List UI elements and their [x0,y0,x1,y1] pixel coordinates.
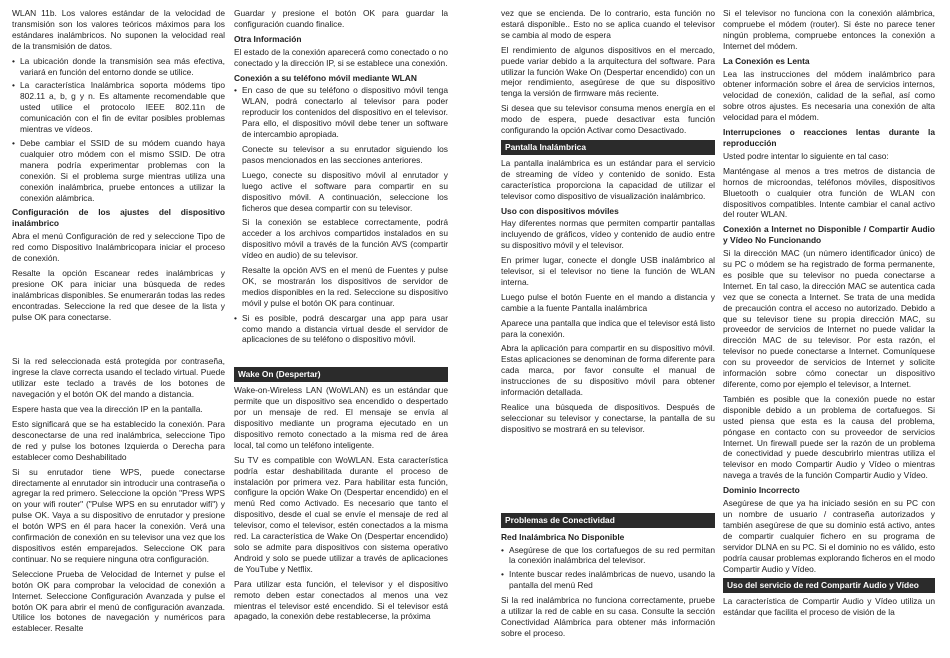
section-banner: Uso del servicio de red Compartir Audio y Vídeo [723,578,935,593]
paragraph: Si la red inalámbrica no funciona correctamente, pruebe a utilizar la red de cable en su casa. Consulte la sección Conectividad Alámbrica para obtener más información sobre el proceso. [501,595,715,638]
bullet-list [234,313,448,346]
paragraph: Si la red seleccionada está protegida por contraseña, ingrese la clave correcta usando el teclado virtual. Puede utilizar este teclado a través de los botones de navegación y el botón OK del mando a distancia. [12,356,225,400]
paragraph: Resalte la opción Escanear redes inalámbricas y presione OK para iniciar una búsqueda de redes inalámbricas disponibles. Se enumerarán todas las redes encontradas. Seleccione la red que desee de la lista y pulse OK para conectarse. [12,267,225,322]
section-heading: Configuración de los ajustes del dispositivo inalámbrico [12,207,225,229]
section-heading: Otra Información [234,33,302,44]
paragraph: La característica de Compartir Audio y Vídeo utiliza un estándar que facilita el proceso de visión de la [723,596,935,618]
paragraph: Seleccione Prueba de Velocidad de Internet y pulse el botón OK para comprobar la velocidad de conexión a Internet. Seleccione Configuración Avanzada y pulse el botón OK para abrir el menú de configuración avanzada. Utilice los botones de navegación y numéricos para establecer. Resalte [12,568,225,634]
section-heading: La Conexión es Lenta [723,55,810,66]
indented-paragraph: Si la conexión se establece correctamente, podrá acceder a los archivos compartidos instalados en su dispositivo móvil a través de la función AVS (compartir vídeo en audio) de su televisor. [242,217,448,261]
section-heading: Red Inalámbrica No Disponible [501,531,625,542]
paragraph: Esto significará que se ha establecido la conexión. Para desconectarse de una red inalámbrica, seleccione Tipo de red y pulse los botones Izquierda o Derecha para establecer como Deshabilitado [12,419,225,462]
section-banner: Problemas de Conectividad [501,513,715,528]
bullet-item: • En caso de que su teléfono o dispositivo móvil tenga WLAN, podrá conectarlo al televisor para poder reproducir los contenidos del dispositivo en el televisor. Para ello, el dispositivo móvil debe tener un software de intercambio apropiada. [234,85,448,140]
section-banner: Pantalla Inalámbrica [501,140,715,155]
paragraph: Lea las instrucciones del módem inalámbrico para obtener información sobre el área de servicios internos, velocidad de conexión, calidad de la señal, así como sobre otros ajustes. Es necesaria una conexión de alta velocidad para el módem. [723,68,935,123]
indented-paragraph: Resalte la opción AVS en el menú de Fuentes y pulse OK, se mostrarán los dispositivos de servidor de medios disponibles en la red. Seleccione su dispositivo móvil y pulse el botón OK para continuar. [242,265,448,308]
bullet-list [501,545,715,592]
column-3 [501,8,715,643]
bullet-item: • Asegúrese de que los cortafuegos de su red permitan la conexión inalámbrica del televisor. [501,545,715,567]
paragraph: En primer lugar, conecte el dongle USB inalámbrico al televisor, si el televisor no tiene la función de WLAN interna. [501,255,715,287]
section-heading: Dominio Incorrecto [723,485,800,496]
paragraph: Luego pulse el botón Fuente en el mando a distancia y cambie a la fuente Pantalla inalámbrica [501,291,715,313]
paragraph: Si su enrutador tiene WPS, puede conectarse directamente al enrutador sin introducir una contraseña o agregar la red primero. Seleccione la opción "Press WPS on your wifi router" ("Pulse WPS en su enrutador wifi") y pulse OK. Vaya a su dispositivo de enrutador y presione el botón WPS en él para hacer la conexión. Verá una confirmación de conexión en su televisor una vez que los dispositivos estén emparejados. Seleccione OK para continuar. No se requiere ninguna otra configuración. [12,466,225,564]
section-heading: Conexión a Internet no Disponible / Compartir Audio y Vídeo No Funcionando [723,224,935,246]
paragraph: El estado de la conexión aparecerá como conectado o no conectado y la dirección IP, si se establece una conexión. [234,46,448,68]
paragraph: Si la dirección MAC (un número identificador único) de su PC o módem se ha registrado de forma permanente, es posible que su televisor no pueda conectarse a Internet. En tal caso, la dirección MAC se autentica cada vez que se conecta a Internet. Se trata de una medida de precaución contra el acceso no autorizado. Debido a que su televisor tiene su propia dirección MAC, su proveedor de servicios de Internet no puede validar la dirección MAC de su televisor. Por esta razón, el televisor no puede conectarse a Internet. Comuníquese con su proveedor de servicios de Internet y solicite información sobre cómo conectar un dispositivo diferente, como por ejemplo el televisor, a Internet. [723,248,935,389]
bullet-item: • La característica Inalámbrica soporta módems tipo 802.11 a, b, g y n. Es altamente recomendable que usted utilice el protocolo IEEE 802.11n de comunicación con el fin de evitar posibles problemas mientras ve vídeos. [12,80,225,135]
paragraph: También es posible que la conexión puede no estar disponible debido a un problema de cortafuegos. Si usted piensa que esta es la causa del problema, póngase en contacto con su proveedor de servicios Internet. Un firewall puede ser la razón de un problema de conectividad y puede descubrirlo mientras utiliza el televisor en modo Compartir Audio y Vídeo o mientras navega a través de la función Compartir Audio y Vídeo. [723,393,935,481]
paragraph: Para utilizar esta función, el televisor y el dispositivo remoto deben estar conectados al menos una vez mientras el televisor esté encendido. Si el televisor está apagado, la conexión debe restablecerse, la próxima [234,578,448,622]
paragraph: Guardar y presione el botón OK para guardar la configuración cuando finalice. [234,8,448,29]
paragraph: Su TV es compatible con WoWLAN. Esta característica podría estar deshabilitada durante el proceso de instalación por primera vez. Para habilitar esta función, configure la opción Wake On (Despertar encendido) en el menú Red como Activado. Es necesario que tanto el dispositivo, desde el cual se envíe el mensaje de red al televisor, como el televisor, estén conectados a la misma red. La característica de Wake On (Despertar encendido) solo se admite para dispositivos con sistema operativo Android y solo se puede utilizar a través de aplicaciones de YouTube y Netflix. [234,454,448,574]
paragraph: Aparece una pantalla que indica que el televisor está listo para la conexión. [501,317,715,339]
paragraph: Espere hasta que vea la dirección IP en la pantalla. [12,404,203,415]
bullet-list [234,85,448,140]
bullet-item: • La ubicación donde la transmisión sea más efectiva, variará en función del entorno donde se utilice. [12,56,225,78]
paragraph: WLAN 11b. Los valores estándar de la velocidad de transmisión son los valores teóricos máximos para los estándares inalámbricos. No suponen la velocidad real de la transmisión de datos. [12,8,225,51]
section-heading: Interrupciones o reacciones lentas durante la reproducción [723,127,935,148]
paragraph: Asegúrese de que ya ha iniciado sesión en su PC con un nombre de usuario / contraseña autorizados y también asegúrese de que su dominio está activo, antes de compartir cualquier fichero en su programa de servidor DLNA en su PC. Si el dominio no es válido, esto podría causar problemas explorando ficheros en el modo Compartir Audio y Vídeo. [723,498,935,574]
column-1 [12,8,225,638]
indented-paragraph: Luego, conecte su dispositivo móvil al enrutador y luego active el software para compartir en su dispositivo móvil. A continuación, seleccione los ficheros que desea compartir con su televisor. [242,169,448,213]
bullet-item: • Intente buscar redes inalámbricas de nuevo, usando la pantalla del menú Red [501,569,715,591]
column-2 [234,8,448,626]
paragraph: Usted podre intentar lo siguiente en tal caso: [723,150,889,161]
paragraph: Wake-on-Wireless LAN (WoWLAN) es un estándar que permite que un dispositivo sea encendido o despertado por un mensaje de red. El mensaje se envía al dispositivo mediante un programa ejecutado en un dispositivo remoto conectado a la misma red de área local, tal como un teléfono inteligente. [234,385,448,450]
paragraph: Hay diferentes normas que permiten compartir pantallas incluyendo de gráficos, vídeo y contenido de audio entre su dispositivo móvil y el televisor. [501,218,715,251]
paragraph: La pantalla inalámbrica es un estándar para el servicio de streaming de vídeo y contenido de sonido. Esta característica proporciona la capacidad de utilizar el televisor como dispositivo de visualización inalámbrico. [501,157,715,201]
column-4 [723,8,935,622]
section-heading: Conexión a su teléfono móvil mediante WLAN [234,72,417,83]
indented-paragraph: Conecte su televisor a su enrutador siguiendo los pasos mencionados en las secciones anteriores. [242,143,448,165]
section-heading: Uso con dispositivos móviles [501,205,619,216]
paragraph: Abra la aplicación para compartir en su dispositivo móvil. Estas aplicaciones se denominan de forma diferente para cada marca, por favor consulte el manual de instrucciones de su dispositivo móvil para obtener información detallada. [501,343,715,398]
bullet-list [12,56,225,204]
bullet-item: • Si es posible, podrá descargar una app para usar como mando a distancia virtual desde el servidor de aplicaciones de su teléfono o dispositivo móvil. [234,313,448,346]
paragraph: vez que se encienda. De lo contrario, esta función no estará disponible.. Esto no se aplica cuando el televisor se cambia al modo de espera [501,8,715,40]
bullet-item: • Debe cambiar el SSID de su módem cuando haya cualquier otro módem con el mismo SSID. De otra manera podría experimentar problemas con la conexión. Si el problema surge mientras utiliza una conexión inalámbrica, pruebe entonces a utilizar la conexión alámbrica. [12,138,225,203]
paragraph: Abra el menú Configuración de red y seleccione Tipo de red como Dispositivo Inalámbricopara iniciar el proceso de conexión. [12,231,225,264]
paragraph: Si el televisor no funciona con la conexión alámbrica, compruebe el módem (router). Si éste no parece tener ningún problema, compruebe entonces la conexión a Internet del módem. [723,8,935,51]
paragraph: Realice una búsqueda de dispositivos. Después de seleccionar su televisor y conectarse, la pantalla de su dispositivo se mostrará en su televisor. [501,402,715,434]
paragraph: El rendimiento de algunos dispositivos en el mercado, puede variar debido a la arquitectura del software. Para utilizar la función Wake On (Despertar encendido) con un mejor rendimiento, asegúrese de que su dispositivo tenga la versión de firmware más reciente. [501,44,715,99]
paragraph: Manténgase al menos a tres metros de distancia de hornos de microondas, teléfonos móviles, dispositivos Bluetooth o cualquier otra función de WLAN con dispositivos compatibles. Intente cambiar el canal activo del router WLAN. [723,165,935,220]
section-banner: Wake On (Despertar) [234,367,448,382]
paragraph: Si desea que su televisor consuma menos energía en el modo de espera, puede desactivar esta función configurando la opción Activar como Desactivado. [501,103,715,136]
